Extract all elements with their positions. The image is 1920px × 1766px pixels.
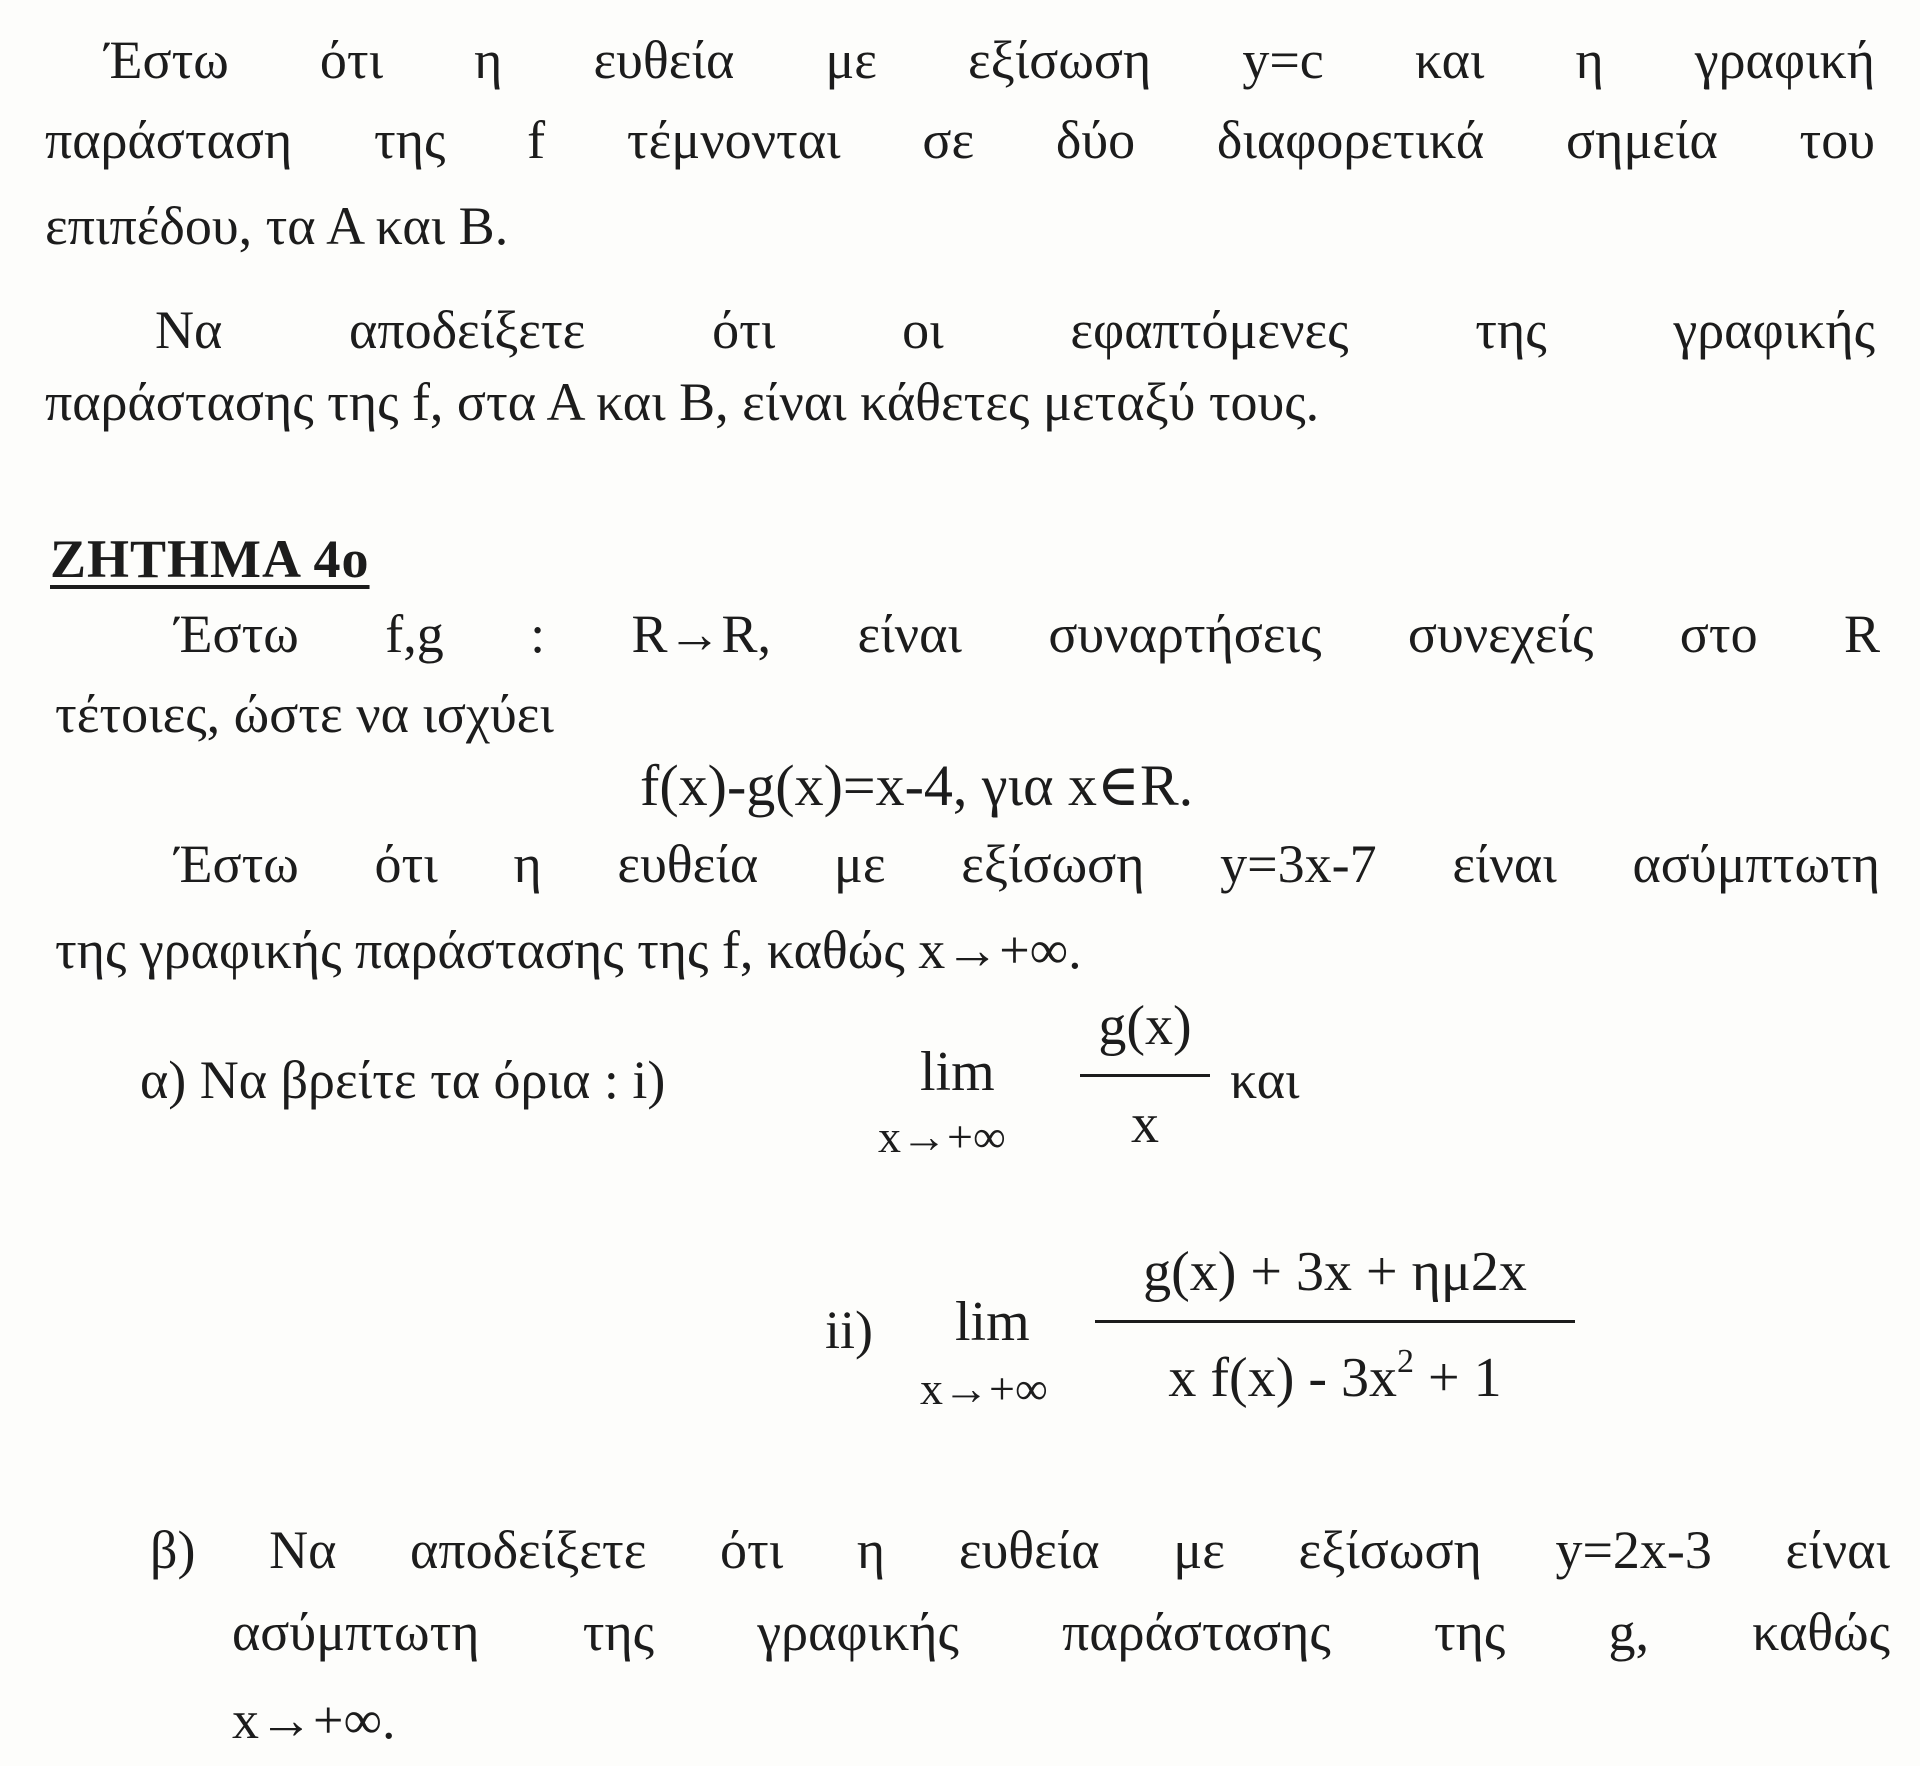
lim-ii-numerator: g(x) + 3x + ημ2x <box>1143 1241 1527 1303</box>
lim-ii-den-exponent: 2 <box>1397 1343 1414 1380</box>
main-equation: f(x)-g(x)=x-4, για x∈R. <box>640 753 1194 818</box>
para1-line3: επιπέδου, τα Α και Β. <box>45 196 509 256</box>
para4-line1: Έστω ότι η ευθεία με εξίσωση y=3x-7 είναι ασύμπτωτη <box>175 834 1880 894</box>
lim-ii-word: lim <box>955 1291 1030 1353</box>
part-a-prefix: α) Να βρείτε τα όρια : i) <box>140 1050 666 1110</box>
lim-ii-subscript: x→+∞ <box>920 1363 1048 1414</box>
para3-line2: τέτοιες, ώστε να ισχύει <box>55 684 554 744</box>
para4-line2: της γραφικής παράστασης της f, καθώς x→+∞. <box>55 920 1082 980</box>
lim-ii-den-main: x f(x) - 3x <box>1168 1347 1397 1409</box>
para2-line2: παράστασης της f, στα Α και Β, είναι κάθετες μεταξύ τους. <box>45 372 1320 432</box>
lim-ii-den-tail: + 1 <box>1414 1347 1502 1409</box>
para1-line2: παράσταση της f τέμνονται σε δύο διαφορετικά σημεία του <box>45 110 1875 170</box>
part-b-line3: x→+∞. <box>232 1690 396 1750</box>
lim-ii-fraction-bar <box>1095 1320 1575 1323</box>
lim-i-subscript: x→+∞ <box>878 1111 1006 1162</box>
lim-ii-label: ii) <box>825 1300 873 1360</box>
part-b-line1: β) Να αποδείξετε ότι η ευθεία με εξίσωση y=2x-3 είναι <box>150 1520 1890 1580</box>
para1-line1: Έστω ότι η ευθεία με εξίσωση y=c και η γραφική <box>105 30 1875 90</box>
lim-i-fraction-bar <box>1080 1074 1210 1077</box>
lim-ii-denominator <box>1095 1343 1575 1410</box>
para3-line1: Έστω f,g : R→R, είναι συναρτήσεις συνεχείς στο R <box>175 604 1880 664</box>
lim-i-numerator: g(x) <box>1098 995 1192 1057</box>
lim-i-word: lim <box>920 1041 995 1103</box>
lim-i-and: και <box>1230 1050 1300 1110</box>
section-heading: ΖΗΤΗΜΑ 4ο <box>50 529 370 589</box>
lim-i-denominator: x <box>1131 1093 1159 1155</box>
para2-line1: Να αποδείξετε ότι οι εφαπτόμενες της γραφικής <box>155 300 1875 360</box>
part-b-line2: ασύμπτωτη της γραφικής παράστασης της g, καθώς <box>232 1602 1890 1662</box>
